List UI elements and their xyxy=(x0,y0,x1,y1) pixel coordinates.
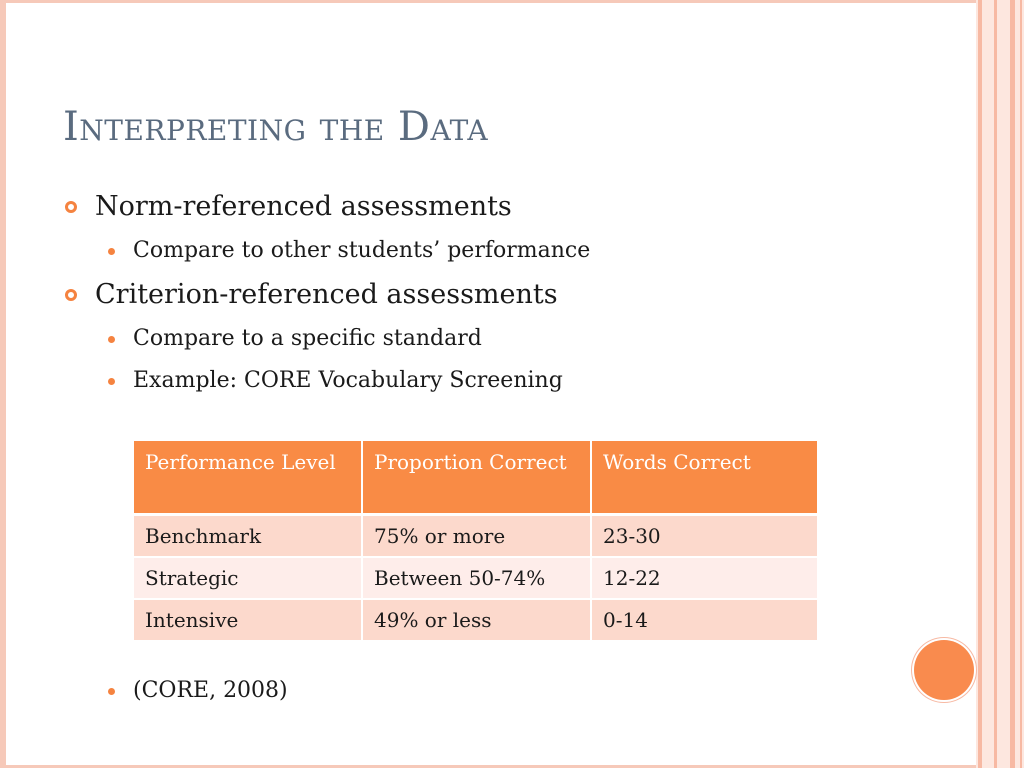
bullet-level2 xyxy=(63,232,943,274)
bullet-level2 xyxy=(63,672,563,714)
bullet-text: Norm-referenced assessments xyxy=(95,191,512,222)
table-cell: 49% or less xyxy=(362,599,591,640)
frame-right-line xyxy=(994,0,997,768)
decorative-circle xyxy=(914,640,974,700)
table-row xyxy=(134,599,817,640)
table-cell: Intensive xyxy=(134,599,362,640)
bullet-text: Compare to other students’ performance xyxy=(133,238,591,263)
dot-bullet-icon xyxy=(108,336,115,343)
bullet-list xyxy=(63,186,943,404)
ring-bullet-icon xyxy=(65,289,77,301)
frame-right-line xyxy=(978,0,982,768)
dot-bullet-icon xyxy=(108,248,115,255)
citation-text: (CORE, 2008) xyxy=(133,678,288,703)
dot-bullet-icon xyxy=(108,688,115,695)
table-header-cell: Proportion Correct xyxy=(362,441,591,515)
bullet-level1 xyxy=(63,186,943,232)
table-header-cell: Words Correct xyxy=(591,441,817,515)
table-cell: 75% or more xyxy=(362,515,591,558)
table-header-row xyxy=(134,441,817,515)
bullet-text: Compare to a specific standard xyxy=(133,326,482,351)
frame-right-line xyxy=(1010,0,1015,768)
bullet-text: Example: CORE Vocabulary Screening xyxy=(133,368,563,393)
bullet-level1 xyxy=(63,274,943,320)
slide-title: Interpreting the Data xyxy=(63,104,489,150)
bullet-level2 xyxy=(63,320,943,362)
ring-bullet-icon xyxy=(65,201,77,213)
table-cell: Benchmark xyxy=(134,515,362,558)
table-row xyxy=(134,557,817,599)
table-cell: 12-22 xyxy=(591,557,817,599)
bullet-level2 xyxy=(63,362,943,404)
table-cell: Between 50-74% xyxy=(362,557,591,599)
table-cell: Strategic xyxy=(134,557,362,599)
bullet-text: Criterion-referenced assessments xyxy=(95,279,558,310)
frame-right-line xyxy=(1020,0,1022,768)
table-cell: 23-30 xyxy=(591,515,817,558)
table-cell: 0-14 xyxy=(591,599,817,640)
frame-right-band xyxy=(976,0,1024,768)
frame-left-line xyxy=(0,0,6,768)
dot-bullet-icon xyxy=(108,378,115,385)
citation-bullet xyxy=(63,672,563,714)
table-row xyxy=(134,515,817,558)
frame-top-line xyxy=(0,0,1024,3)
performance-table xyxy=(134,441,817,640)
table-header-cell: Performance Level xyxy=(134,441,362,515)
